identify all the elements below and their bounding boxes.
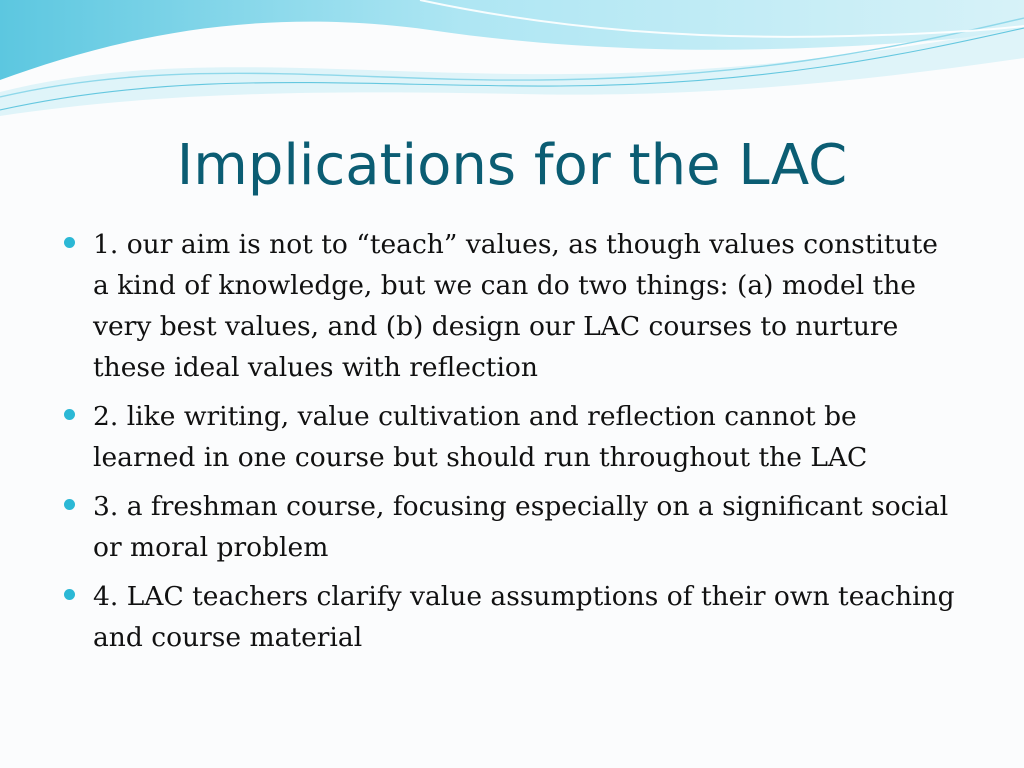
header-wave-decoration [0, 0, 1024, 130]
bullet-text: 2. like writing, value cultivation and reflection cannot be learned in one course but should run throughout the LAC [93, 401, 868, 473]
bullet-item [62, 396, 962, 478]
bullet-list [62, 224, 962, 666]
slide-title: Implications for the LAC [176, 133, 848, 198]
bullet-text: 1. our aim is not to “teach” values, as though values constitute a kind of knowledge, but we can do two things: (a) model the very best values, and (b) design our LAC courses to nurture these ideal values with reflection [93, 229, 938, 383]
bullet-text: 3. a freshman course, focusing especially on a significant social or moral problem [93, 491, 949, 563]
bullet-text: 4. LAC teachers clarify value assumptions of their own teaching and course material [93, 581, 955, 653]
bullet-dot-icon [64, 409, 75, 420]
bullet-dot-icon [64, 589, 75, 600]
bullet-dot-icon [64, 499, 75, 510]
bullet-dot-icon [64, 237, 75, 248]
bullet-item [62, 576, 962, 658]
bullet-item [62, 486, 962, 568]
bullet-item [62, 224, 962, 388]
